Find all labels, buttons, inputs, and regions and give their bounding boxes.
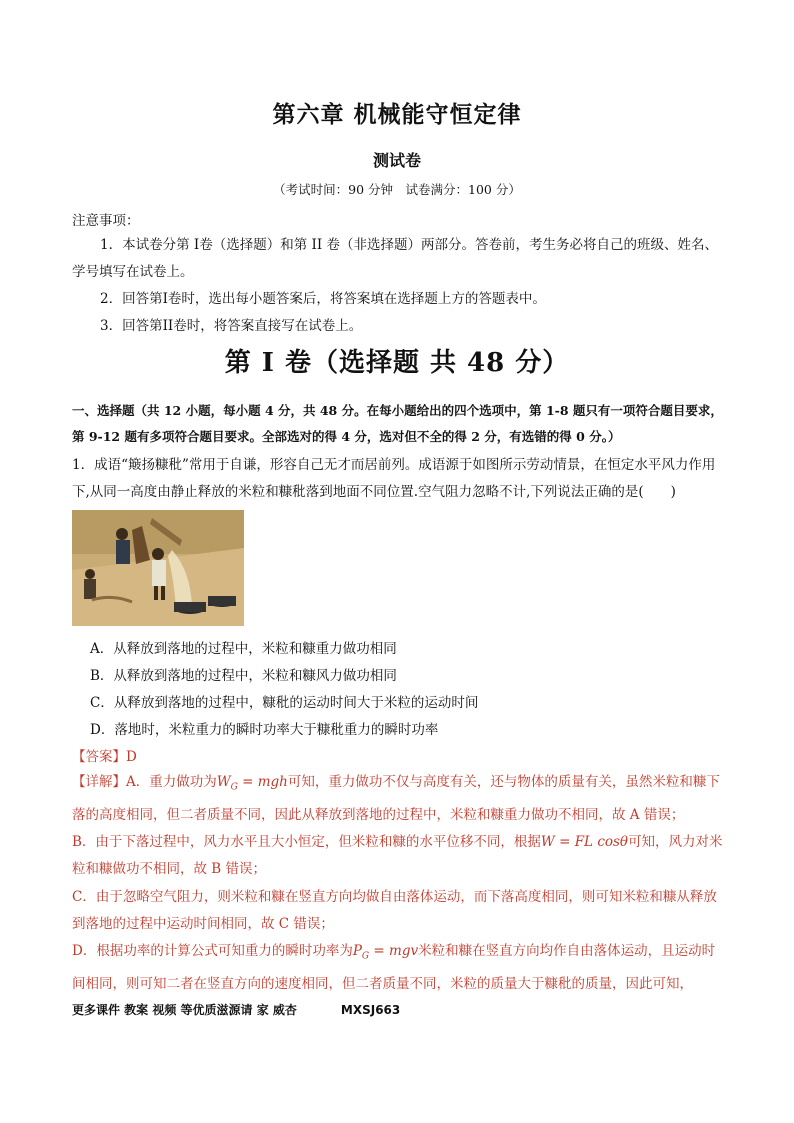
section-title: 第 I 卷（选择题 共 48 分） [224,348,570,378]
detail-label: 【详解】 [72,774,126,790]
detail-c: C．由于忽略空气阻力，则米粒和糠在竖直方向均做自由落体运动，而下落高度相同，则可知米粒和糠从释放到落地的过程中运动时间相同，故 C 错误； [72,888,717,932]
note-item-2: 2．回答第I卷时，选出每小题答案后，将答案填在选择题上方的答题表中。 [100,291,546,307]
footer-text: 更多课件 教案 视频 等优质滋源请 家 威杏 [72,1003,297,1017]
detail-b-text: B．由于下落过程中，风力水平且大小恒定，但米粒和糠的水平位移不同，根据 [72,834,541,851]
option-b: B．从释放到落地的过程中，米粒和糠风力做功相同 [90,668,397,684]
detail-b [72,829,724,883]
detail-explanation [72,769,724,998]
winnowing-illustration [72,510,244,626]
note-item-3: 3．回答第II卷时，将答案直接写在试卷上。 [100,318,363,334]
answer-label: 【答案】 [72,749,126,765]
winnowing-painting-image [72,510,244,626]
detail-b-rest: 可知，风力对米粒和糠做功不相同，故 B 错误； [72,834,723,878]
detail-d [72,938,724,998]
answer-value: D [126,749,137,765]
detail-a-rest: 可知，重力做功不仅与高度有关，还与物体的质量有关，虽然米粒和糠下落的高度相同，但二者质量不同，因此从释放到落地的过程中，米粒和糠重力做功不相同，故 A 错误； [72,774,720,823]
option-a: A．从释放到落地的过程中，米粒和糠重力做功相同 [90,641,397,657]
question-1-stem: 1．成语“簸扬糠秕”常用于自谦，形容自己无才而居前列。成语源于如图所示劳动情景，在恒定水平风力作用下,从同一高度由静止释放的米粒和糠秕落到地面不同位置.空气阻力忽略不计,下列说法正确的是( ) [72,457,716,500]
chapter-title: 第六章 机械能守恒定律 [272,101,522,128]
page-footer [72,1001,400,1018]
notes-heading: 注意事项： [72,213,140,229]
detail-d-text: D．根据功率的计算公式可知重力的瞬时功率为 [72,942,353,959]
detail-a [72,769,724,829]
note-item-1: 1．本试卷分第 I卷（选择题）和第 II 卷（非选择题）两部分。答卷前，考生务必将自己的班级、姓名、学号填写在试卷上。 [72,237,718,280]
detail-d-rest: 米粒和糠在竖直方向均作自由落体运动，且运动时间相同，则可知二者在竖直方向的速度相同，但二者质量不同，米粒的质量大于糠秕的质量，因此可知， [72,942,716,992]
test-subtitle: 测试卷 [372,151,421,170]
detail-a-text: A．重力做功为 [126,774,217,790]
option-d: D．落地时，米粒重力的瞬时功率大于糠秕重力的瞬时功率 [90,722,439,738]
formula-work-gravity: $W_G$ = mgh [216,774,288,793]
footer-code: MXSJ663 [340,1003,401,1017]
option-c: C．从释放到落地的过程中，糠秕的运动时间大于米粒的运动时间 [90,695,479,711]
exam-meta: （考试时间：90 分钟 试卷满分：100 分） [273,182,521,197]
section-instructions: 一、选择题（共 12 小题，每小题 4 分，共 48 分。在每小题给出的四个选项中，第 1-8 题只有一项符合题目要求，第 9-12 题有多项符合题目要求。全部选对的得 4 分，选对但不全的得 2 分，有选错的得 0 分。） [72,403,723,444]
answer-line [72,745,137,765]
formula-power-gravity: $P_G$ = mgv [352,942,419,962]
formula-work-wind: W = FL cosθ [540,834,629,851]
